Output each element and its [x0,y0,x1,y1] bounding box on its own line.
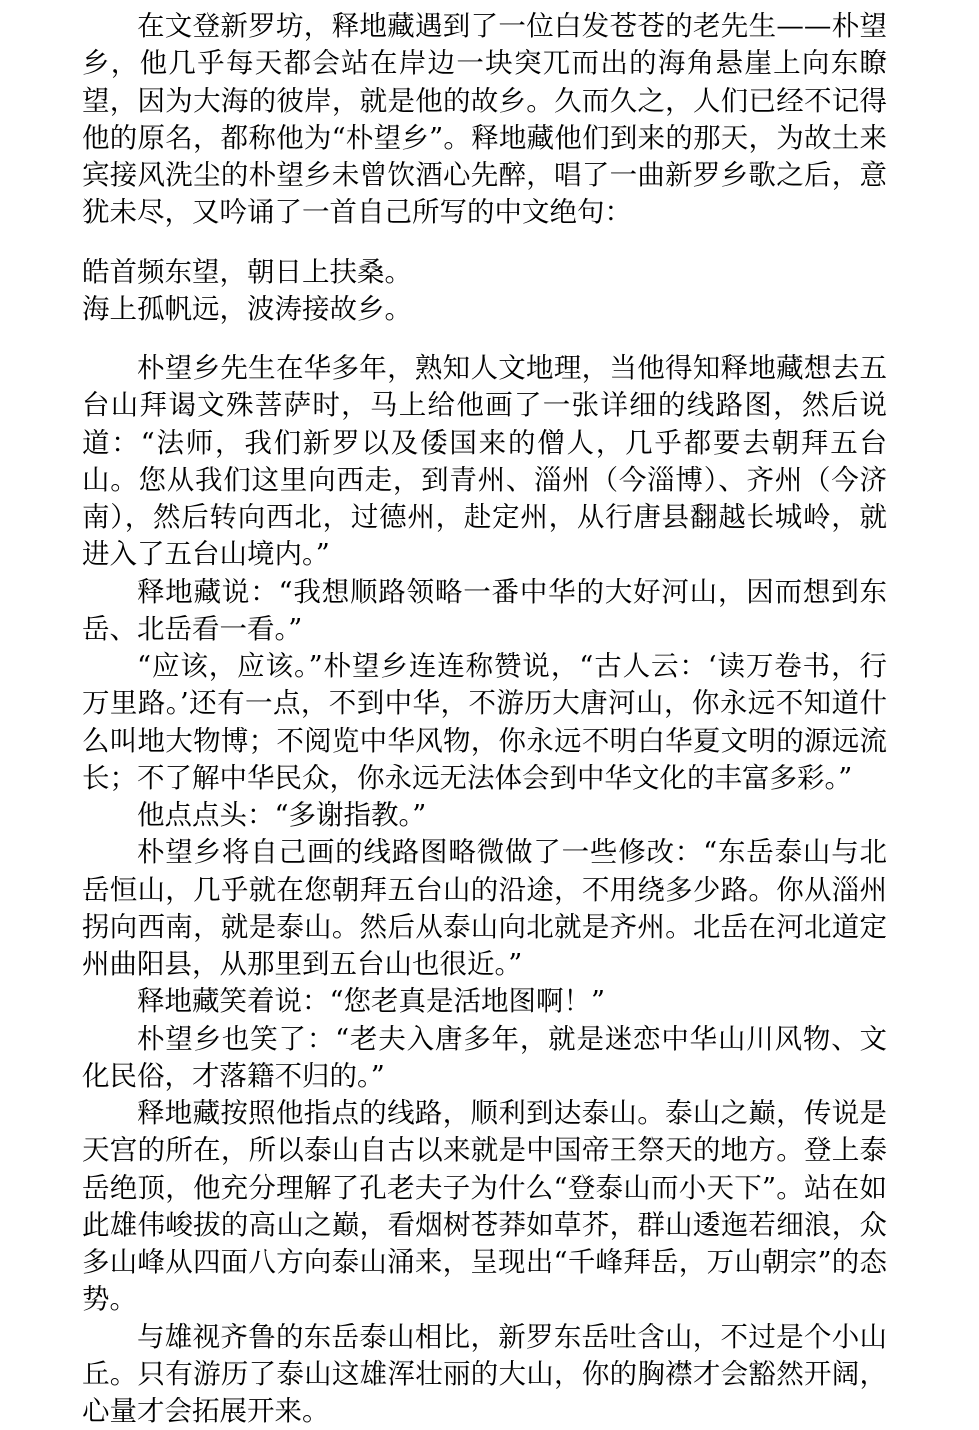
poem-line: 皓首频东望，朝日上扶桑。 [82,254,887,291]
body-paragraph: 释地藏按照他指点的线路，顺利到达泰山。泰山之巅，传说是天宫的所在，所以泰山自古以来就是中国帝王祭天的地方。登上泰岳绝顶，他充分理解了孔老夫子为什么“登泰山而小天下”。站在如此雄伟峻拔的高山之巅，看烟树苍莽如草芥，群山逶迤若细浪，众多山峰从四面八方向泰山涌来，呈现出“千峰拜岳，万山朝宗”的态势。 [82,1095,887,1319]
body-paragraph: 朴望乡也笑了：“老夫入唐多年，就是迷恋中华山川风物、文化民俗，才落籍不归的。” [82,1021,887,1096]
body-paragraph: 与雄视齐鲁的东岳泰山相比，新罗东岳吐含山，不过是个小山丘。只有游历了泰山这雄浑壮丽的大山，你的胸襟才会豁然开阔，心量才会拓展开来。 [82,1319,887,1430]
body-paragraph: 朴望乡先生在华多年，熟知人文地理，当他得知释地藏想去五台山拜谒文殊菩萨时，马上给他画了一张详细的线路图，然后说道：“法师，我们新罗以及倭国来的僧人，几乎都要去朝拜五台山。您从我们这里向西走，到青州、淄州（今淄博）、齐州（今济南），然后转向西北，过德州，赴定州，从行唐县翻越长城岭，就进入了五台山境内。” [82,350,887,574]
body-paragraph: 释地藏笑着说：“您老真是活地图啊！” [82,983,887,1020]
body-paragraph: 在文登新罗坊，释地藏遇到了一位白发苍苍的老先生——朴望乡，他几乎每天都会站在岸边一块突兀而出的海角悬崖上向东瞭望，因为大海的彼岸，就是他的故乡。久而久之，人们已经不记得他的原名，都称他为“朴望乡”。释地藏他们到来的那天，为故土来宾接风洗尘的朴望乡未曾饮酒心先醉，唱了一曲新罗乡歌之后，意犹未尽，又吟诵了一首自己所写的中文绝句： [82,8,887,232]
body-paragraph: “应该，应该。”朴望乡连连称赞说，“古人云：‘读万卷书，行万里路。’还有一点，不到中华，不游历大唐河山，你永远不知道什么叫地大物博；不阅览中华风物，你永远不明白华夏文明的源远流长；不了解中华民众，你永远无法体会到中华文化的丰富多彩。” [82,648,887,797]
paragraph-spacer [82,328,887,350]
body-paragraph: 释地藏说：“我想顺路领略一番中华的大好河山，因而想到东岳、北岳看一看。” [82,574,887,649]
body-paragraph: 朴望乡将自己画的线路图略微做了一些修改：“东岳泰山与北岳恒山，几乎就在您朝拜五台山的沿途，不用绕多少路。你从淄州拐向西南，就是泰山。然后从泰山向北就是齐州。北岳在河北道定州曲阳县，从那里到五台山也很近。” [82,834,887,983]
poem-line: 海上孤帆远，波涛接故乡。 [82,291,887,328]
paragraph-spacer [82,232,887,254]
body-paragraph: 他点点头：“多谢指教。” [82,797,887,834]
